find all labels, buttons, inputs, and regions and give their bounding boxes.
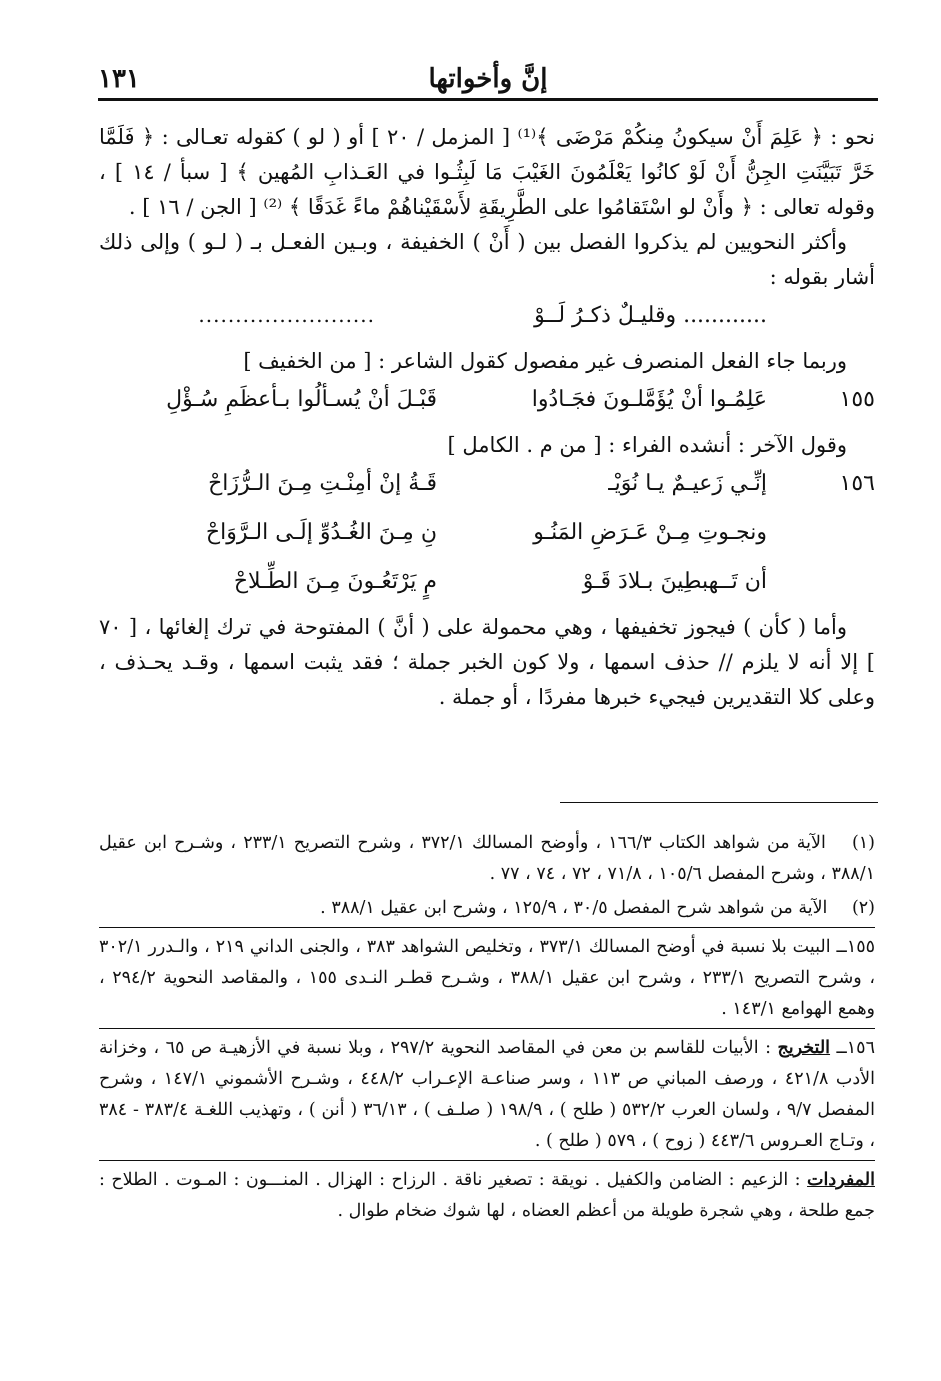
vocabulary-text: : الزعيم : الضامن والكفيل . نويقة : تصغير ناقة . الرزاح : الهزال . المنـــون : المـوت . الطلاح : جمع طلحة ، وهي شجرة طويلة من أعظم العضاه ، لها شوك ضخام طوال . xyxy=(99,1170,875,1221)
footnote-text: الآية من شواهد شرح المفصل ٣٠/٥ ، ١٢٥/٩ ، وشرح ابن عقيل ٣٨٨/١ . xyxy=(320,898,828,918)
footnote-marker: (١) xyxy=(851,833,875,853)
verse-156-line-2 xyxy=(99,512,875,561)
paragraph-2: وأكثر النحويين لم يذكروا الفصل بين ( أَنْ ) الخفيفة ، وبـين الفعـل بـ ( لـو ) وإلى ذلك أشار بقوله : xyxy=(99,230,875,289)
verse-number: ١٥٦ xyxy=(839,471,875,496)
vocabulary-note xyxy=(99,1165,875,1227)
footnote-text: البيت بلا نسبة في أوضح المسالك ٣٧٣/١ ، وتخليص الشواهد ٣٨٣ ، والجنى الداني ٢١٩ ، والـدرر ٣٠٢/١ ، وشرح التصريح ٢٣٣/١ ، وشرح ابن عقيل ٣٨٨/١ ، وشـرح قطـر النـدى ١٥٥ ، والمقاصد النحوية ٢٩٤/٢ ، وهمع الهوامع ١٤٣/١ . xyxy=(99,937,875,1019)
footnote-separator xyxy=(99,927,875,928)
main-text xyxy=(99,120,875,715)
footnote-156 xyxy=(99,1033,875,1157)
paragraph-3: وربما جاء الفعل المنصرف غير مفصول كقول الشاعر : [ من الخفيف ] xyxy=(243,349,847,373)
takhrij-label: التخريج xyxy=(777,1038,831,1058)
paragraph-5: وأما ( كأن ) فيجوز تخفيفها ، وهي محمولة على ( أنَّ ) المفتوحة في ترك إلغائها ، [ ٧٠ ] إلا أنه لا يلزم // حذف اسمها ، ولا كون الخبر جملة ؛ فقد يثبت اسمها ، وقـد يحـذف ، وعلى كلا التقديرين فيجيء خبرها مفردًا ، أو جملة . xyxy=(99,615,875,709)
paragraph-4: وقول الآخر : أنشده الفراء : [ من م . الكامل ] xyxy=(447,433,847,457)
verse-156-line-3 xyxy=(99,561,875,610)
footnote-rule xyxy=(560,802,878,803)
header-rule xyxy=(98,98,878,101)
verse-first-hemistich: ونجـوتِ مِـنْ عَـرَضِ المَنُـو xyxy=(533,520,767,545)
footnote-text: : الأبيات للقاسم بن معن في المقاصد النحوية ٢٩٧/٢ ، وبلا نسبة في الأزهيـة ص ٦٥ ، وخزانة الأدب ٤٢١/٨ ، ورصف المباني ص ١١٣ ، وسر صناعـة الإعـراب ٤٤٨/٢ ، وشـرح الأشموني ١٤٧/١ ، وشرح المفصل ٩/٧ ، ولسان العرب ٥٣٢/٢ ( طلح ) ، ١٩٨/٩ ( صلـف ) ، ٣٦/١٣ ( أنن ) ، وتهذيب اللغـة ٣٨٣/٤ - ٣٨٤ ، وتـاج العـروس ٤٤٣/٦ ( زوح ) ، ٥٧٩ ( طلح ) . xyxy=(99,1038,875,1151)
footnote-1 xyxy=(99,828,875,890)
footnote-2 xyxy=(99,893,875,924)
footnotes xyxy=(99,828,875,1230)
vocabulary-label: المفردات xyxy=(807,1170,875,1190)
verse-second-hemistich: نِ مِـنَ الغُـدُوِّ إلَـى الـرَّوَاحْ xyxy=(205,520,437,545)
verse-dots-left: ........................ xyxy=(198,303,375,327)
verse-number: ١٥٥ xyxy=(839,387,875,412)
verse-second-hemistich: مٍ يَرْتَعُـونَ مِـنَ الطِّـلاحْ xyxy=(233,569,437,594)
footnote-155 xyxy=(99,932,875,1025)
footnote-marker: ١٥٦ــ xyxy=(836,1038,875,1058)
verse-first-hemistich: أن تَــهبطِينَ بـلادَ قَـوْ xyxy=(582,569,767,594)
verse-second-hemistich: قَـةُ إنْ أمِنْـتِ مِـنَ الـرُّزَاحْ xyxy=(208,471,437,496)
footnote-marker: ١٥٥ــ xyxy=(836,937,876,957)
verse-second-hemistich: قَبْـلَ أنْ يُسـألُوا بـأعظَمِ سُـؤْلِ xyxy=(166,387,437,412)
chapter-title: إنَّ وأخواتها xyxy=(428,64,548,94)
verse-155 xyxy=(99,379,875,428)
verse-first-hemistich: عَلِمُـوا أنْ يُؤَمَّلـونَ فجَـادُوا xyxy=(531,387,767,412)
verse-dots-text: ............ وقليـلٌ ذكـرُ لَــوْ xyxy=(534,303,767,328)
verse-quote-dots xyxy=(99,295,875,344)
running-header xyxy=(98,64,878,100)
footnote-marker: (٢) xyxy=(851,898,875,918)
verse-first-hemistich: إنِّـي زَعيـمٌ يـا نُوَيْـ xyxy=(608,471,767,496)
paragraph-1: نحو : ﴿ عَلِمَ أَنْ سيكونُ مِنكُمْ مَرْضَى ﴾⁽¹⁾ [ المزمل / ٢٠ ] أو ( لو ) كقوله تعـالى : ﴿ فَلَمَّا خَرَّ تَبَيَّنَتِ الجِنُّ أَنْ لَوْ كانُوا يَعْلَمُونَ الغَيْبَ مَا لَبِثُـوا في العَـذابِ المُهين ﴾ [ سبأ / ١٤ ] ، وقوله تعالى : ﴿ وأَنْ لو اسْتَقامُوا على الطَّرِيقَةِ لأَسْقَيْناهُمْ ماءً غَدَقًا ﴾ ⁽²⁾ [ الجن / ١٦ ] . xyxy=(99,125,876,219)
page-number: ١٣١ xyxy=(98,64,140,94)
footnote-text: الآية من شواهد الكتاب ١٦٦/٣ ، وأوضح المسالك ٣٧٢/١ ، وشرح التصريح ٢٣٣/١ ، وشـرح ابن عقيل ٣٨٨/١ ، وشرح المفصل ١٠٥/٦ ، ٧١/٨ ، ٧٢ ، ٧٤ ، ٧٧ . xyxy=(99,833,875,884)
footnote-separator xyxy=(99,1028,875,1029)
footnote-separator xyxy=(99,1160,875,1161)
verse-156-line-1 xyxy=(99,463,875,512)
